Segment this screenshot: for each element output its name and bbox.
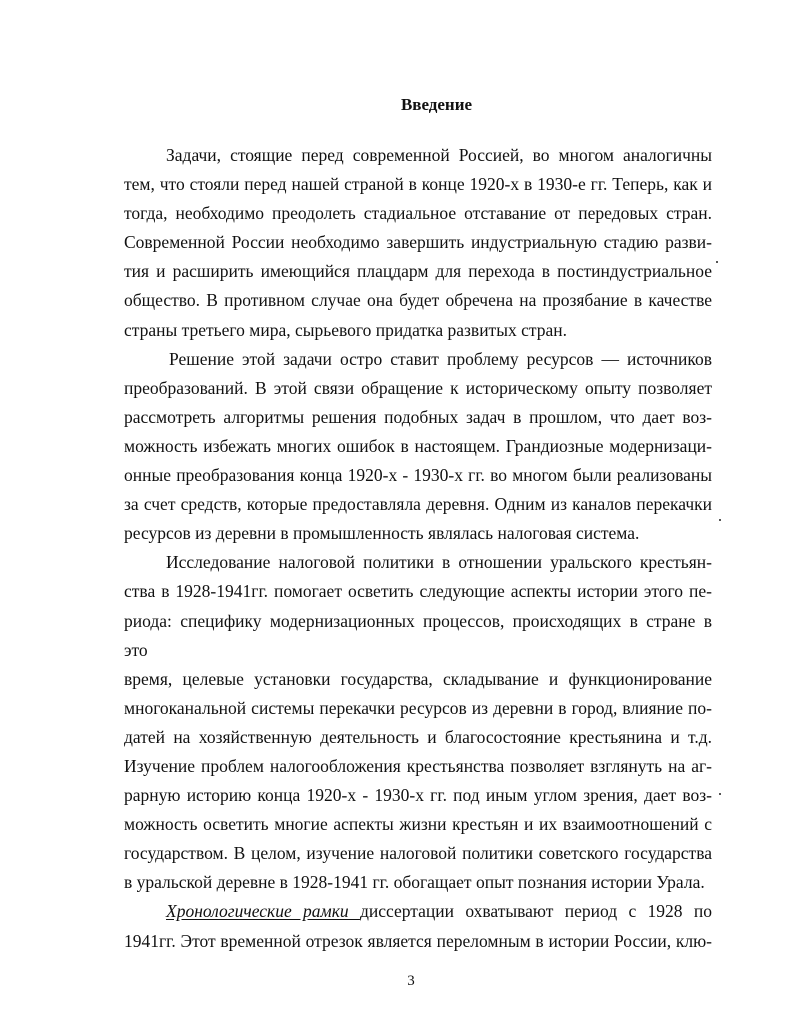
text-line: страны третьего мира, сырьевого придатка развитых стран. [124,319,567,340]
text-line: ства в 1928-1941гг. помогает осветить следующие аспекты истории этого пе- [124,581,712,602]
section-title: Введение [400,95,473,114]
text-line: тия и расширить имеющийся плацдарм для перехода в постиндустриальное [124,261,712,282]
text-line: общество. В противном случае она будет обречена на прозябание в качестве [124,290,712,311]
text-line: государством. В целом, изучение налоговой политики советского государства [124,843,712,864]
text-line: можность избежать многих ошибок в настоящем. Грандиозные модернизаци- [124,435,712,456]
text-line: датей на хозяйственную деятельность и благосостояние крестьянина и т.д. [124,726,712,747]
text-line: рарную историю конца 1920-х - 1930-х гг. под иным углом зрения, дает воз- [124,785,712,806]
text-line: Решение этой задачи остро ставит проблему ресурсов — источников [169,348,712,369]
page-number: 3 [407,973,415,989]
body-text [124,141,712,956]
text-line: ресурсов из деревни в промышленность являлась налоговая система. [124,523,640,544]
text-fragment: диссертации охватывают период с 1928 по [359,901,712,922]
text-line: многоканальной системы перекачки ресурсов из деревни в город, влияние по- [124,697,712,718]
text-line: риода: специфику модернизационных процессов, происходящих в стране в это [124,610,712,660]
text-line: Задачи, стоящие перед современной Россией, во многом аналогичны [166,145,712,165]
scan-speck [719,793,721,795]
text-line: преобразований. В этой связи обращение к историческому опыту позволяет [124,377,712,398]
text-line: тогда, необходимо преодолеть стадиальное отставание от передовых стран. [124,203,712,224]
scan-speck [716,261,718,263]
text-line: Изучение проблем налогообложения крестьянства позволяет взглянуть на аг- [124,755,712,776]
text-line: время, целевые установки государства, складывание и функционирование [124,668,712,689]
text-line [124,897,712,926]
text-line: Современной России необходимо завершить индустриальную стадию разви- [124,232,712,253]
text-line: в уральской деревне в 1928-1941 гг. обогащает опыт познания истории Урала. [124,872,705,893]
text-line: тем, что стояли перед нашей страной в конце 1920-х в 1930-е гг. Теперь, как и [124,174,712,195]
emphasized-term: Хронологические рамки [166,901,360,922]
text-line: рассмотреть алгоритмы решения подобных задач в прошлом, что дает воз- [124,406,712,427]
text-line: онные преобразования конца 1920-х - 1930-х гг. во многом были реализованы [124,465,712,486]
text-line: Исследование налоговой политики в отношении уральского крестьян- [166,552,712,573]
scan-speck [719,519,721,521]
text-line: 1941гг. Этот временной отрезок является переломным в истории России, клю- [124,930,712,951]
text-line: можность осветить многие аспекты жизни крестьян и их взаимоотношений с [124,814,712,835]
text-line: за счет средств, которые предоставляла деревня. Одним из каналов перекачки [124,494,712,515]
